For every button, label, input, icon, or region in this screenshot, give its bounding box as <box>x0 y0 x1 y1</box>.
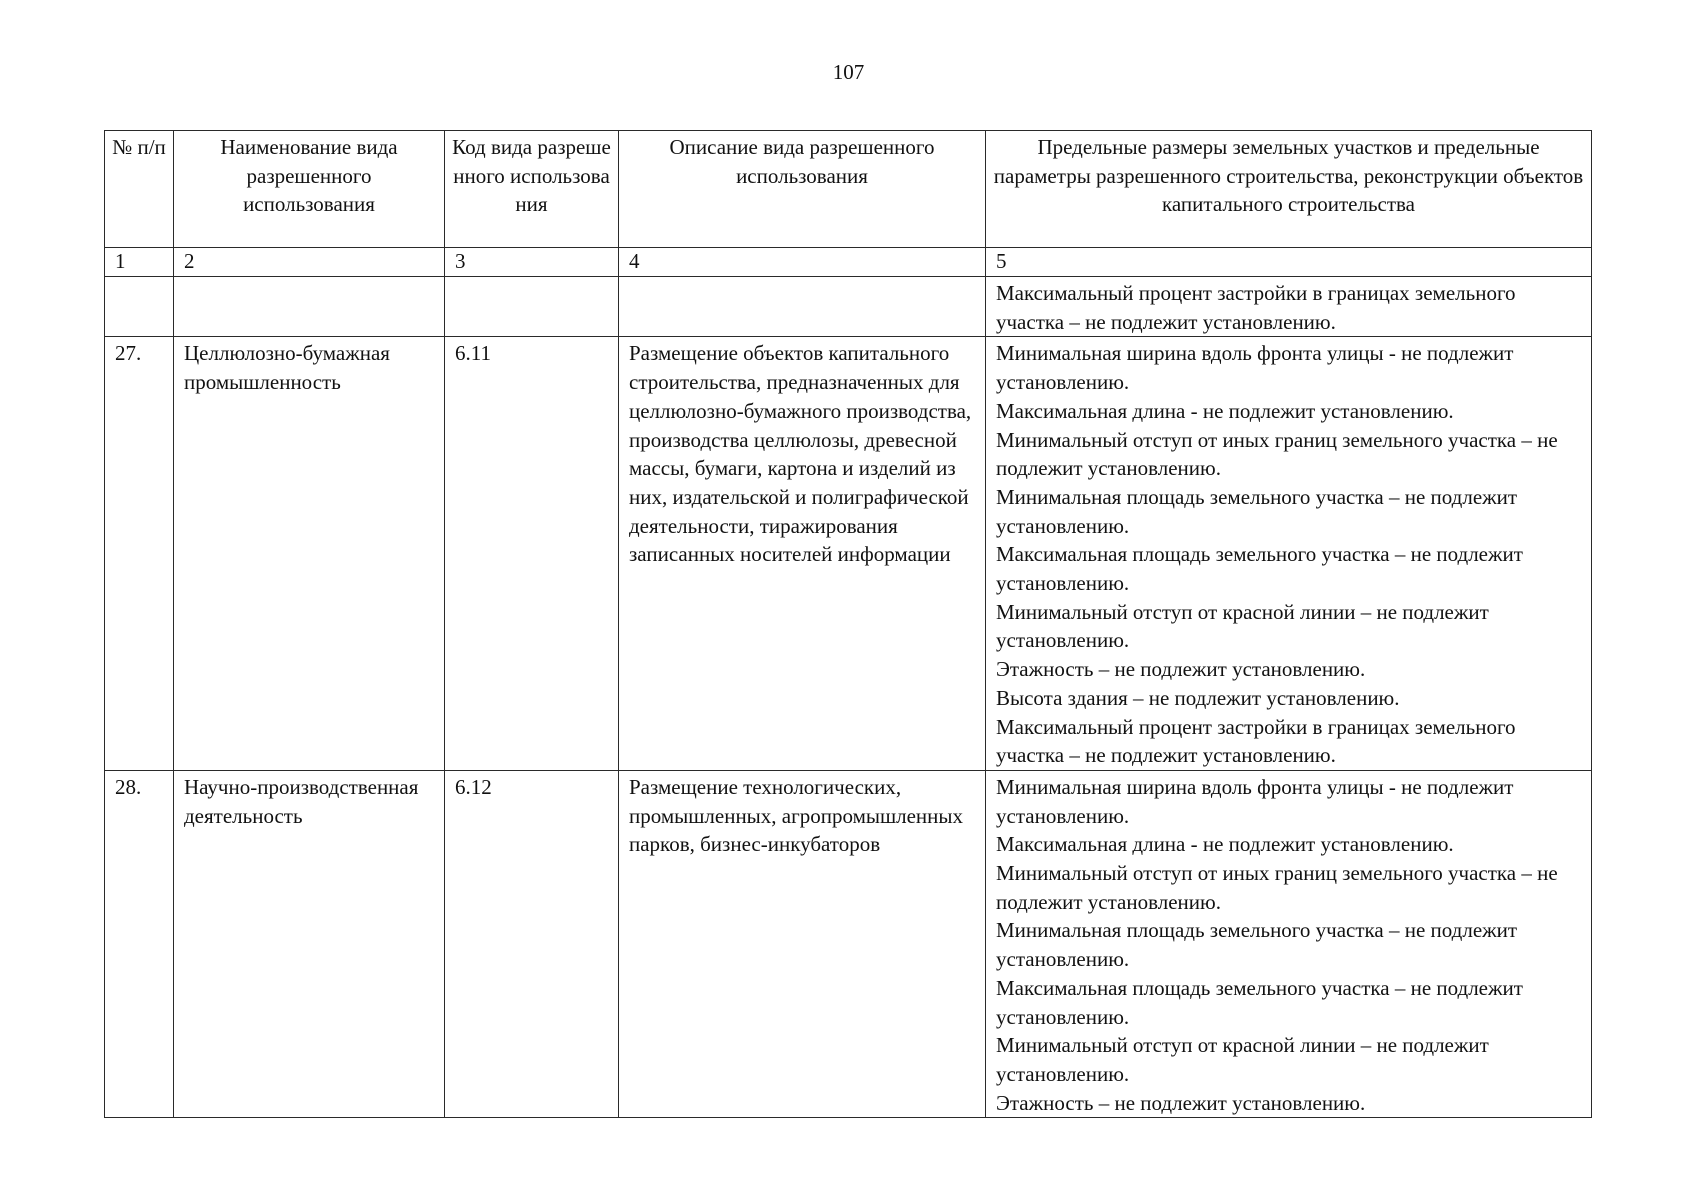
parameter-line: Максимальная длина - не подлежит установлению. <box>996 832 1454 857</box>
column-number: 5 <box>986 248 1592 277</box>
parameter-line: Минимальная ширина вдоль фронта улицы - не подлежит установлению. <box>996 341 1514 395</box>
header-use-name: Наименование вида разрешенного использования <box>174 131 445 248</box>
row-use-name <box>174 277 445 337</box>
table-header-row <box>105 131 1592 248</box>
row-number: 28. <box>105 770 174 1117</box>
parameter-line: Минимальная площадь земельного участка – не подлежит установлению. <box>996 484 1518 538</box>
row-use-name: Целлюлозно-бумажная промышленность <box>174 337 445 771</box>
header-use-description: Описание вида разрешенного использования <box>619 131 986 248</box>
parameter-line: Этажность – не подлежит установлению. <box>996 1090 1366 1115</box>
parameter-line: Минимальный отступ от красной линии – не подлежит установлению. <box>996 599 1489 653</box>
header-parameters: Предельные размеры земельных участков и предельные параметры разрешенного строительства, реконструкции объектов капитального строительства <box>986 131 1592 248</box>
parameter-line: Этажность – не подлежит установлению. <box>996 657 1366 682</box>
parameter-line: Минимальный отступ от красной линии – не подлежит установлению. <box>996 1033 1489 1086</box>
parameter-line: Минимальная ширина вдоль фронта улицы - не подлежит установлению. <box>996 774 1514 828</box>
row-use-name: Научно-производственная деятельность <box>174 770 445 1117</box>
row-use-description <box>619 277 986 337</box>
column-number: 2 <box>174 248 445 277</box>
parameter-line: Максимальная площадь земельного участка – не подлежит установлению. <box>996 975 1523 1029</box>
column-number: 1 <box>105 248 174 277</box>
parameter-line: Высота здания – не подлежит установлению. <box>996 685 1400 710</box>
row-use-description: Размещение объектов капитального строительства, предназначенных для целлюлозно-бумажного производства, производства целлюлозы, древесной массы, бумаги, картона и изделий из них, издательской и полиграфической деятельности, тиражирования записанных носителей информации <box>619 337 986 771</box>
permitted-use-table <box>104 130 1592 1118</box>
header-number: № п/п <box>105 131 174 248</box>
parameter-line: Минимальный отступ от иных границ земельного участка – не подлежит установлению. <box>996 861 1558 914</box>
page-number: 107 <box>832 60 865 84</box>
table-row <box>105 277 1592 337</box>
table-row <box>105 770 1592 1117</box>
parameter-line: Максимальный процент застройки в границах земельного участка – не подлежит установлению. <box>996 714 1516 768</box>
parameter-line: Максимальный процент застройки в границах земельного участка – не подлежит установлению. <box>996 281 1516 334</box>
row-use-code: 6.12 <box>445 770 619 1117</box>
column-number-row <box>105 248 1592 277</box>
column-number: 4 <box>619 248 986 277</box>
parameter-line: Максимальная длина - не подлежит установлению. <box>996 398 1454 423</box>
row-parameters <box>986 337 1592 771</box>
column-number: 3 <box>445 248 619 277</box>
row-use-code <box>445 277 619 337</box>
parameter-line: Максимальная площадь земельного участка – не подлежит установлению. <box>996 542 1523 596</box>
parameter-line: Минимальный отступ от иных границ земельного участка – не подлежит установлению. <box>996 427 1558 481</box>
row-use-description: Размещение технологических, промышленных, агропромышленных парков, бизнес-инкубаторов <box>619 770 986 1117</box>
table-row <box>105 337 1592 771</box>
row-number <box>105 277 174 337</box>
row-number: 27. <box>105 337 174 771</box>
row-use-code: 6.11 <box>445 337 619 771</box>
row-parameters <box>986 277 1592 337</box>
parameter-line: Минимальная площадь земельного участка – не подлежит установлению. <box>996 918 1518 972</box>
header-use-code: Код вида разрешенного использования <box>445 131 619 248</box>
row-parameters <box>986 770 1592 1117</box>
